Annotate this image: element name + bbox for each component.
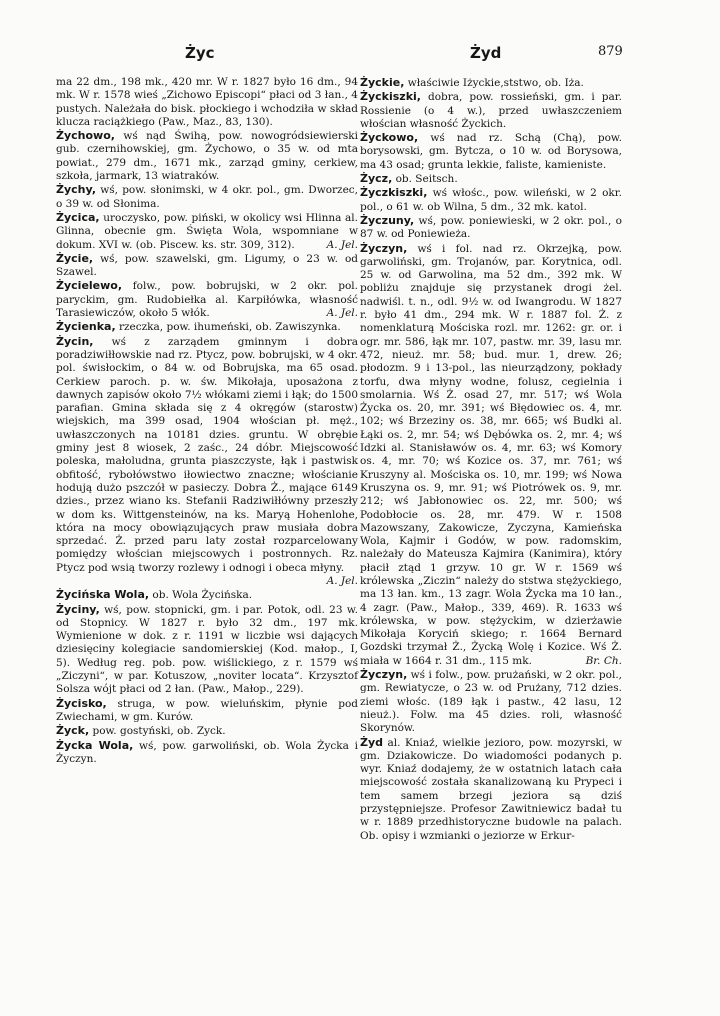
dictionary-entry [360,186,622,214]
entry-headword: Żychowo, [56,129,115,143]
entry-headword: Życzyn, [360,668,408,682]
entry-headword: Życka Wola, [56,738,134,752]
entry-text: wś, pow. stopnicki, gm. i par. Potok, odl. 23 w. od Stopnicy. W 1827 r. było 32 dm., 197 mk. Wymienione w dok. z r. 1191 w liczbie wsi dających dziesięciny kolegiacie sandomierskiej (Kod. małop., I, 5). Według reg. pob. pow. wiślickiego, z r. 1579 wś „Ziczyni“, w par. Kotuszow, „noviter locata“. Krzysztof Solsza wójt płaci od 2 łan. (Paw., Małop., 229). [56,603,358,696]
entry-signature: A. Jel. [326,307,358,320]
dictionary-entry [360,76,622,90]
entry-text: folw., pow. bobrujski, w 2 okr. pol. paryckim, gm. Rudobiełka al. Karpiłówka, własność Tarasiewiczów, około 5 włók. [56,280,358,320]
entry-headword: Życkiszki, [360,90,421,104]
entry-signature: A. Jel. [326,238,358,251]
dictionary-entry [56,76,358,129]
dictionary-entry [56,724,358,738]
entry-text: uroczysko, pow. piński, w okolicy wsi Hlinna al. Glinna, obecnie gm. Święta Wola, wspomniane w dokum. XVI w. (ob. Piscew. ks. str. 309, 312). [56,211,358,251]
left-column [56,76,358,766]
entry-text: wś nad rz. Schą (Chą), pow. borysowski, gm. Bytcza, o 10 w. od Borysowa, ma 43 osad; grunta lekkie, faliste, kamieniste. [360,132,622,171]
dictionary-entry [360,736,622,843]
entry-headword: Życielewo, [56,279,123,293]
entry-text: struga, w pow. wieluńskim, płynie pod Zwiechami, w gm. Kurów. [56,697,358,723]
entry-headword: Żychy, [56,183,96,197]
dictionary-entry [56,697,358,725]
entry-headword: Życica, [56,210,100,224]
entry-text: ob. Wola Życińska. [149,589,253,602]
page-number: 879 [598,44,623,59]
entry-headword: Żyd [360,735,384,749]
dictionary-entry [56,588,358,602]
entry-text: wś z zarządem gminnym i dobra poradziwiłłowskie nad rz. Ptycz, pow. bobrujski, w 4 okr. pol. świsłockim, o 84 w. od Bobrujska, ma 65 osad. Cerkiew paroch. p. w. św. Mikołaja, uposażona z dawnych zapisów około 7½ włókami ziemi i łąk; do 1500 parafian. Gmina składa się z 4 okręgów (starostw) wiejskich, ma 399 osad, 1904 włościan pł. męż., uwłaszczonych na 10181 dzies. gruntu. W obrębie gminy jest 8 wiosek, 2 zaśc., 24 dóbr. Miejscowość poleska, małoludna, grunta piaszczyste, łąk i pastwisk obfitość, rybołówstwo iłowiectwo znaczne; włościanie hodują dużo pszczół w pasieczy. Dobra Ż., mające 6149 dzies., przez wiano ks. Stefanii Radziwiłłówny przeszły w dom ks. Wittgensteinów, na ks. Maryą Hohenlohe, która na mocy obowiązujących praw musiała dobra sprzedać. Ż. przed paru laty został rozparcelowany pomiędzy włościan miejscowych i postronnych. Rz. Ptycz pod wsią tworzy rozlewy i odnogi i obeca młyny. [56,335,358,574]
running-head-center: Żyd [470,44,502,62]
dictionary-entry [56,211,358,252]
entry-headword: Życie, [56,251,94,265]
entry-text: wś włośc., pow. wileński, w 2 okr. pol., o 61 w. ob Wilna, 5 dm., 32 mk. katol. [360,187,622,213]
entry-text: wś, pow. słonimski, w 4 okr. pol., gm. Dworzec, o 39 w. od Słonima. [56,184,358,210]
dictionary-entry [56,183,358,211]
entry-text: właściwie Iżyckie,ststwo, ob. Iża. [404,77,584,89]
entry-headword: Życzyn, [360,241,408,255]
entry-text: rzeczka, pow. ihumeński, ob. Zawiszynka. [115,321,341,334]
entry-headword: Życińska Wola, [56,588,150,602]
entry-headword: Życz, [360,172,393,186]
entry-text: wś, pow. poniewieski, w 2 okr. pol., o 87 w. od Poniewieża. [360,214,622,241]
entry-text: wś nąd Świhą, pow. nowogródsiewierski gub. czernihowskiej, gm. Żychowo, o 35 w. od mta powiat., 279 dm., 1671 mk., zarząd gminy, cerkiew, szkoła, jarmark, 13 wiatraków. [56,130,358,183]
entry-headword: Życisko, [56,696,107,710]
entry-headword: Życzkiszki, [360,186,428,200]
running-head-left: Życ [185,44,215,62]
dictionary-entry [360,131,622,172]
dictionary-entry [56,335,358,589]
entry-text: ob. Seitsch. [392,173,458,186]
dictionary-entry [56,279,358,320]
entry-signature: Br. Ch. [585,654,622,667]
entry-text: wś, pow. garwoliński, ob. Wola Życka i Życzyn. [56,739,358,765]
dictionary-entry [56,739,358,767]
entry-text: wś i folw., pow. prużański, w 2 okr. pol., gm. Rewiatycze, o 23 w. od Prużany, 712 dzies. ziemi włośc. (189 łąk i pastw., 42 lasu, 12 nieuż.). Folw. ma 45 dzies. roli, własność Skorynów. [360,669,622,735]
dictionary-entry [56,129,358,183]
entry-text: dobra, pow. rossieński, gm. i par. Rossienie (o 4 w.), przed uwłaszczeniem włościan własność Życkich. [360,91,622,130]
right-column [360,76,622,843]
entry-headword: Życienka, [56,320,116,334]
dictionary-entry [360,90,622,131]
entry-text: wś i fol. nad rz. Okrzejką, pow. garwoliński, gm. Trojanów, par. Korytnica, odl. 25 w. od Garwolina, ma 52 dm., 392 mk. W pobliżu znajduje się przystanek drogi żel. nadwiśl. t. n., odl. 9½ w. od Iwangrodu. W 1827 r. było 41 dm., 294 mk. W r. 1887 fol. Ż. z nomenklaturą Mościska rozl. mr. 1262: gr. or. i ogr. mr. 586, łąk mr. 107, pastw. mr. 39, lasu mr. 472, nieuż. mr. 58; bud. mur. 1, drew. 26; płodozm. 9 i 13-pol., las nieurządzony, pokłady torfu, dwa młyny wodne, folusz, cegielnia i smolarnia. Wś Ż. osad 27, mr. 517; wś Wola Życka os. 20, mr. 391; wś Błędowiec os. 4, mr. 102; wś Brzeziny os. 38, mr. 665; wś Budki al. Łąki os. 2, mr. 54; wś Dębówka os. 2, mr. 4; wś Idzki al. Stanisławów os. 4, mr. 63; wś Komory os. 4, mr. 70; wś Kozice os. 37, mr. 761; wś Kruszyny al. Mościska os. 10, mr. 199; wś Nowa Kruszyna os. 9, mr. 91; wś Piotrówek os. 9, mr. 212; wś Jabłonowiec os. 22, mr. 500; wś Podobłocie os. 28, mr. 479. W r. 1508 Mazowszany, Zakowicze, Zyczyna, Kamieńska Wola, Kajmir i Godów, w pow. radomskim, należały do Mateusza Kajmira (Kanimira), który płacił ztąd 1 grzyw. 10 gr. W r. 1569 wś królewska „Ziczin“ należy do ststwa stężyckiego, ma 13 łan. km., 13 zagr. Wola Życka ma 10 łan., 4 zagr. (Paw., Małop., 339, 469). R. 1633 wś królewska, w pow. stężyckim, w dzierżawie Mikołaja Koryciń skiego; r. 1664 Bernard Gozdski trzymał Ż., Życką Wolę i Kozice. Wś Ż. miała w 1664 r. 31 dm., 115 mk. [360,242,622,667]
entry-signature: A. Jel. [326,574,358,587]
entry-headword: Życin, [56,334,94,348]
entry-text: ma 22 dm., 198 mk., 420 mr. W r. 1827 było 16 dm., 94 mk. W r. 1578 wieś „Zichowo Episcopi“ płaci od 3 łan., 4 pustych. Należała do bisk. płockiego i wchodziła w skład klucza raciążkiego (Paw., Maz., 83, 130). [56,76,358,128]
dictionary-entry [56,252,358,280]
entry-headword: Życkie, [360,76,405,89]
entry-headword: Życkowo, [360,131,419,145]
dictionary-entry [56,320,358,334]
dictionary-entry [360,214,622,242]
dictionary-entry [56,603,358,697]
dictionary-entry [360,242,622,669]
entry-text: al. Kniaź, wielkie jezioro, pow. mozyrski, w gm. Dziakowicze. Do wiadomości podanych p. wyr. Kniaź dodajemy, że w ostatnich latach cała miejscowość została skanalizowaną ku Prypeci i tem samem brzegi jeziora są dziś przystępniejsze. Profesor Zawitniewicz badał tu w r. 1889 przedhistoryczne budowle na palach. Ob. opisy i wzmianki o jeziorze w Erkur- [360,736,622,842]
dictionary-entry [360,668,622,735]
entry-text: wś, pow. szawelski, gm. Ligumy, o 23 w. od Szawel. [56,252,358,279]
entry-headword: Życk, [56,724,90,738]
entry-headword: Życiny, [56,602,100,616]
dictionary-entry [360,172,622,186]
entry-headword: Życzuny, [360,213,415,227]
entry-text: pow. gostyński, ob. Zyck. [89,725,226,738]
